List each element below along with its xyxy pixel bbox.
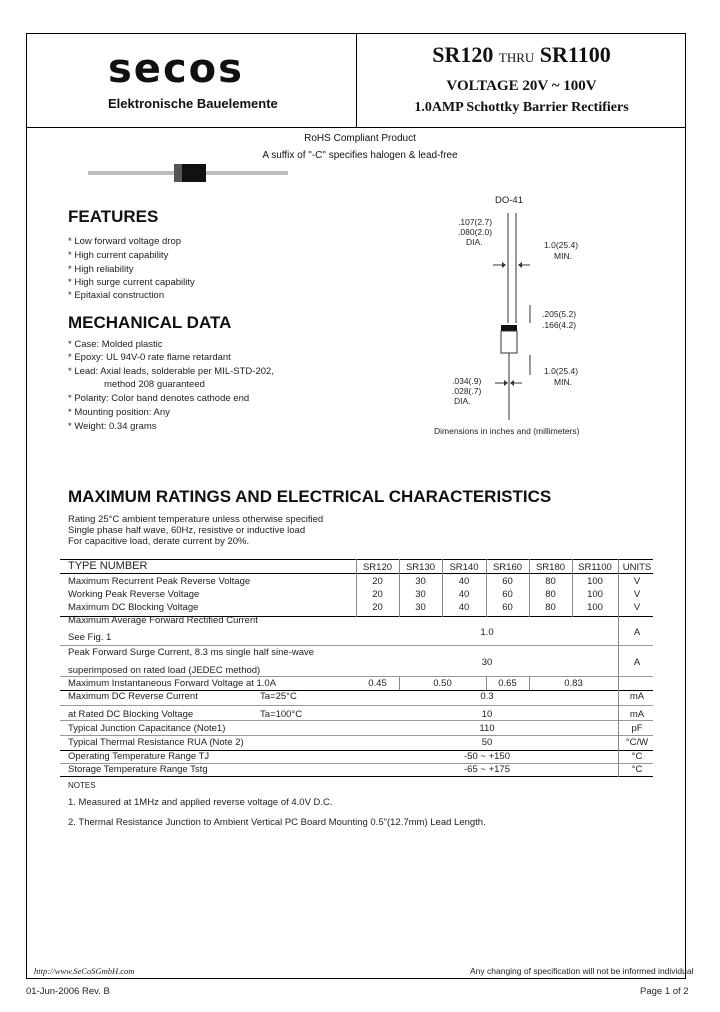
feature-item: * Low forward voltage drop <box>68 236 182 247</box>
lead-length-top: 1.0(25.4) <box>544 240 579 250</box>
feature-item: * Epitaxial construction <box>68 290 165 301</box>
mechanical-item: * Mounting position: Any <box>68 407 170 418</box>
row-value: -65 ~ +175 <box>464 764 510 775</box>
row-value: 30 <box>415 576 426 587</box>
thru-label: THRU <box>498 50 535 65</box>
table-rule <box>60 645 653 646</box>
row-value: 10 <box>481 709 493 720</box>
min-label-top: MIN. <box>554 251 572 261</box>
company-subtitle: Elektronische Bauelemente <box>108 96 278 111</box>
row-value: 0.45 <box>368 678 387 689</box>
row-unit: °C <box>631 751 643 762</box>
row-value: 20 <box>372 589 383 600</box>
lead-dia-min: .080(2.0) <box>458 227 493 237</box>
table-rule <box>60 720 653 721</box>
row-unit: V <box>633 589 641 600</box>
feature-item: * High current capability <box>68 250 169 261</box>
part-from: SR120 <box>432 42 494 67</box>
col-header: SR160 <box>492 562 523 573</box>
dimensions-note: Dimensions in inches and (millimeters) <box>434 426 580 436</box>
row-label: See Fig. 1 <box>68 632 112 643</box>
row-value: 100 <box>587 589 603 600</box>
col-header: SR120 <box>362 562 393 573</box>
feature-item: * High surge current capability <box>68 277 195 288</box>
page-number: Page 1 of 2 <box>640 986 689 997</box>
package-name: DO-41 <box>495 195 523 206</box>
row-unit: V <box>633 602 641 613</box>
row-value: 40 <box>458 576 470 587</box>
row-unit: mA <box>629 691 645 702</box>
product-description: 1.0AMP Schottky Barrier Rectifiers <box>414 100 629 115</box>
row-unit: A <box>633 657 641 668</box>
rating-condition: For capacitive load, derate current by 20%. <box>68 536 250 547</box>
row-label: Storage Temperature Range Tstg <box>68 764 208 775</box>
mechanical-item: * Epoxy: UL 94V-0 rate flame retardant <box>68 352 231 363</box>
dia-label-bottom: DIA. <box>454 396 471 406</box>
row-value: 30 <box>415 602 426 613</box>
table-rule <box>60 676 653 677</box>
col-header: SR130 <box>405 562 436 573</box>
header-rule <box>26 127 686 128</box>
row-value: 40 <box>458 589 470 600</box>
row-value: 0.3 <box>480 691 494 702</box>
row-value: 50 <box>481 737 493 748</box>
features-heading: FEATURES <box>68 207 159 226</box>
mechanical-item: * Weight: 0.34 grams <box>68 421 157 432</box>
row-value: 80 <box>545 589 556 600</box>
table-rule <box>60 735 653 736</box>
ratings-heading: MAXIMUM RATINGS AND ELECTRICAL CHARACTERISTICS <box>68 487 552 506</box>
rating-condition: Rating 25°C ambient temperature unless otherwise specified <box>68 514 324 525</box>
mechanical-heading: MECHANICAL DATA <box>68 313 232 332</box>
row-unit: V <box>633 576 641 587</box>
diode-image <box>88 160 288 186</box>
company-logo: secos <box>108 46 244 92</box>
row-value: 60 <box>502 602 513 613</box>
row-value: 0.50 <box>433 678 452 689</box>
row-unit: °C <box>631 764 643 775</box>
mechanical-item: * Lead: Axial leads, solderable per MIL-STD-202, <box>68 366 274 377</box>
col-header: SR180 <box>535 562 566 573</box>
row-label: Peak Forward Surge Current, 8.3 ms single half sine-wave <box>68 647 315 658</box>
note-1: 1. Measured at 1MHz and applied reverse voltage of 4.0V D.C. <box>68 797 333 808</box>
notes-heading: NOTES <box>68 781 96 790</box>
wire-dia-max: .034(.9) <box>452 376 482 386</box>
mechanical-item: * Polarity: Color band denotes cathode end <box>68 393 250 404</box>
feature-item: * High reliability <box>68 264 134 275</box>
col-header: SR1100 <box>578 562 612 573</box>
row-value: 110 <box>479 723 495 734</box>
row-value: 20 <box>372 576 383 587</box>
row-value: 80 <box>545 602 556 613</box>
mechanical-item: * Case: Molded plastic <box>68 339 163 350</box>
col-header: SR140 <box>449 562 479 573</box>
row-label: Operating Temperature Range TJ <box>68 751 210 762</box>
rating-condition: Single phase half wave, 60Hz, resistive or inductive load <box>68 525 306 536</box>
halogen-line: A suffix of "-C" specifies halogen & lead-free <box>262 150 458 161</box>
footer-rule <box>26 978 686 979</box>
row-condition: Ta=100°C <box>260 709 303 720</box>
row-unit: °C/W <box>625 737 649 748</box>
page-title <box>357 42 686 68</box>
row-label: Working Peak Reverse Voltage <box>68 589 200 600</box>
table-rule <box>60 776 653 777</box>
voltage-range: VOLTAGE 20V ~ 100V <box>446 78 597 94</box>
revision-date: 01-Jun-2006 Rev. B <box>26 986 110 997</box>
row-label: Typical Junction Capacitance (Note1) <box>68 723 226 734</box>
row-value: 1.0 <box>480 627 494 638</box>
row-label: Maximum Recurrent Peak Reverse Voltage <box>68 576 251 587</box>
row-value: 30 <box>415 589 426 600</box>
note-2: 2. Thermal Resistance Junction to Ambient Vertical PC Board Mounting 0.5"(12.7mm) Lead Length. <box>68 817 486 828</box>
row-label: Typical Thermal Resistance RUA (Note 2) <box>68 737 244 748</box>
row-label: at Rated DC Blocking Voltage <box>68 709 194 720</box>
row-label: Maximum Instantaneous Forward Voltage at 1.0A <box>68 678 277 689</box>
row-unit: mA <box>629 709 645 720</box>
row-value: 100 <box>587 576 603 587</box>
body-length-max: .205(5.2) <box>542 309 577 319</box>
row-value: 30 <box>481 657 493 668</box>
row-value: 20 <box>372 602 383 613</box>
row-value: 60 <box>502 576 513 587</box>
row-value: 0.65 <box>498 678 517 689</box>
row-value: 80 <box>545 576 556 587</box>
row-value: 0.83 <box>564 678 583 689</box>
row-unit: pF <box>631 723 643 734</box>
min-label-bottom: MIN. <box>554 377 572 387</box>
mechanical-item: method 208 guaranteed <box>104 379 205 390</box>
table-rule <box>60 705 653 706</box>
row-label: Maximum Average Forward Rectified Current <box>68 615 258 626</box>
type-number-header: TYPE NUMBER <box>68 560 148 572</box>
wire-dia-min: .028(.7) <box>452 386 482 396</box>
row-label: superimposed on rated load (JEDEC method) <box>68 665 261 676</box>
row-unit: A <box>633 627 641 638</box>
rohs-line: RoHS Compliant Product <box>304 133 416 144</box>
row-value: 100 <box>587 602 603 613</box>
row-condition: Ta=25°C <box>260 691 297 702</box>
row-value: 40 <box>458 602 470 613</box>
part-to: SR1100 <box>539 42 611 67</box>
website-link[interactable]: http://www.SeCoSGmbH.com <box>34 966 135 976</box>
lead-dia-max: .107(2.7) <box>458 217 493 227</box>
dia-label: DIA. <box>466 237 483 247</box>
body-length-min: .166(4.2) <box>542 320 577 330</box>
row-label: Maximum DC Blocking Voltage <box>68 602 199 613</box>
row-value: -50 ~ +150 <box>464 751 510 762</box>
row-label: Maximum DC Reverse Current <box>68 691 198 702</box>
disclaimer: Any changing of specification will not be informed individual <box>470 966 694 976</box>
row-value: 60 <box>502 589 513 600</box>
units-header: UNITS <box>622 562 652 573</box>
lead-length-bottom: 1.0(25.4) <box>544 366 579 376</box>
